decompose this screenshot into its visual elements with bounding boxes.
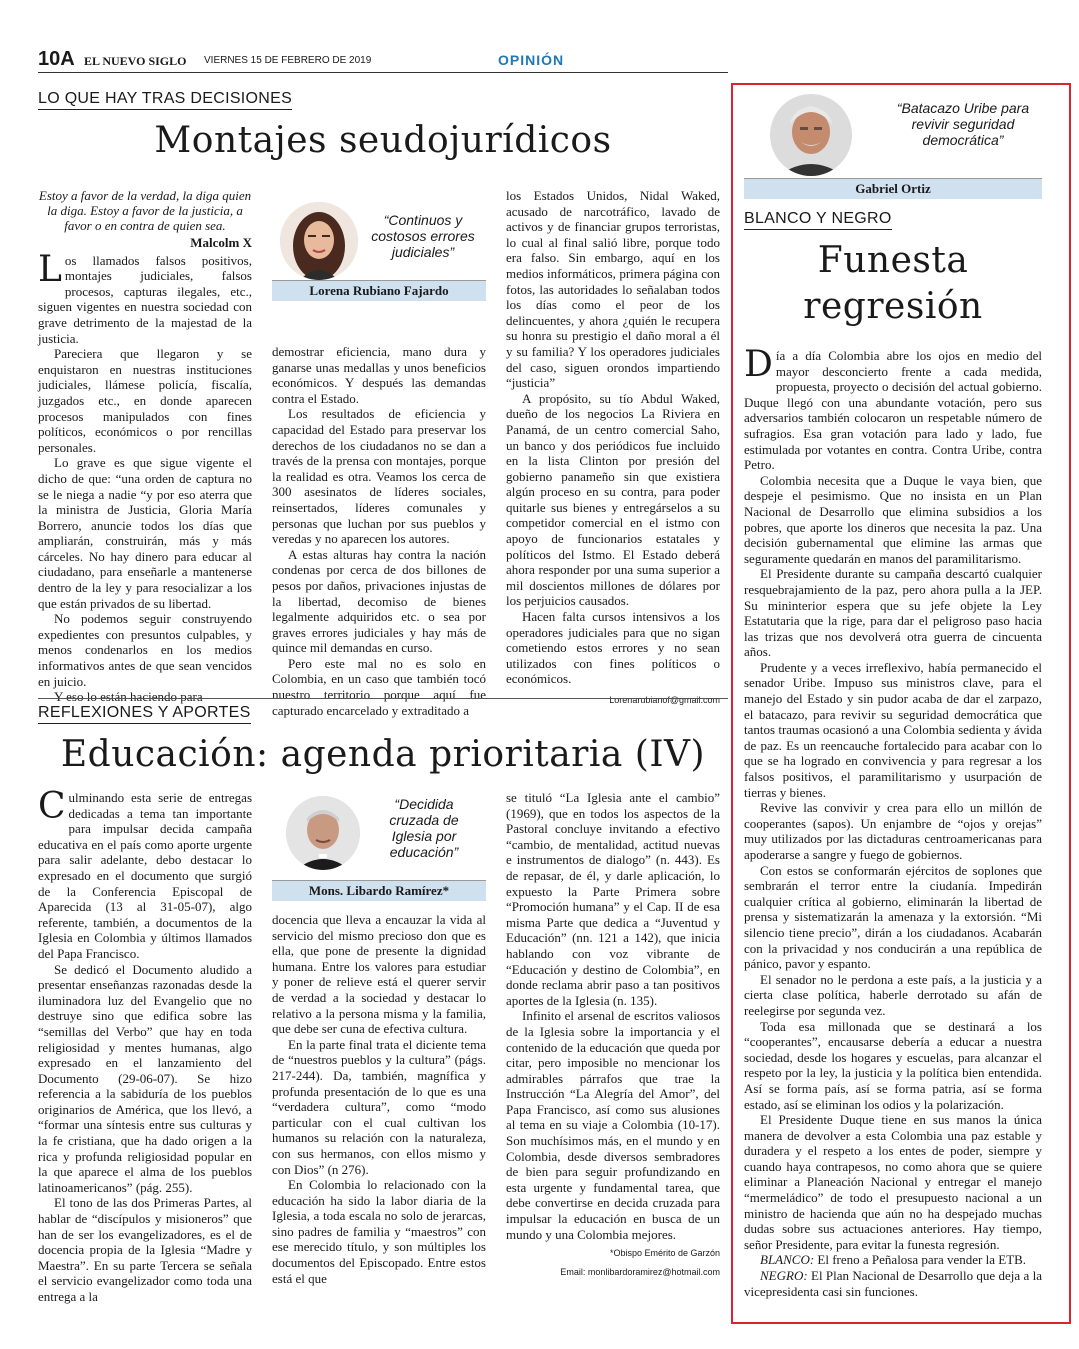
blanco-label: BLANCO:: [760, 1252, 815, 1268]
author-photo-graphic: [770, 94, 852, 176]
paragraph: El tono de las dos Primeras Partes, al hablar de “discípulos y misioneros” que han de ser los evangelizadores, es el de docencia propia de la Iglesia “Madre y Maestra”. En su parte Tercera se señala el servicio evangelizador como toda una entrega a la: [38, 1195, 252, 1304]
paragraph: A propósito, su tío Abdul Waked, dueño de los negocios La Riviera en Panamá, de un centro comercial Saho, un banco y dos periódicos fue incluido en la lista Clinton por presión del gobierno panameño sin que existiera algún proceso en su contra, para poder quitarle sus bienes y entregárselos a su competidor comercial en el istmo con apoyo de funcionarios estatales y políticos del Istmo. El Estado deberá ahora responder por una suma superior a mil doscientos millones de dólares por los perjuicios causados.: [506, 390, 720, 609]
publication-date: VIERNES 15 DE FEBRERO DE 2019: [204, 55, 372, 66]
article2-column-1: [38, 786, 252, 1305]
negro-line: [744, 1268, 1042, 1299]
epigraph-author: Malcolm X: [190, 235, 252, 250]
paragraph: demostrar eficiencia, mano dura y ganarse unas medallas y unos beneficios económicos. Y después las demandas contra el Estado.: [272, 344, 486, 406]
author-email: Lorenarubianof@gmail.com: [609, 695, 720, 705]
author-photo: [286, 796, 360, 870]
paragraph: El Presidente durante su campaña descartó cualquier resquebrajamiento de la paz, pero ahora pulla a la JEP. Su mininterior espera que su jefe objete la Ley Estatutaria que la rige, para dar el peligroso paso hacia las trizas que nos devolverá otra guerra de cincuenta años.: [744, 566, 1042, 660]
article3-title-line-1: Funesta: [817, 240, 969, 281]
paragraph: Lo grave es que sigue vigente el dicho de que: “una orden de captura no se le niega a nadie “y por eso aterra que la ministra de Justicia, Gloria María Borrero, anuncie todos los días que ampliarán, construirán, más y más cárceles. No hay dinero para educar al ciudadano, para enseñarle a mantenerse dentro de la ley y para resocializar a los que están privados de su libertad.: [38, 455, 252, 611]
section-divider: [38, 698, 728, 699]
paragraph: El Presidente Duque tiene en sus manos la única manera de devolver a esta Colombia una paz estable y duradera y el respeto a los entes de poder, siempre y cuando haya contrapesos, no como ahora que se quiere eliminar a Planeación Nacional y entregar el manejo “mermeládico” de todo el presupuesto nacional a un ministro de hacienda que aún no ha despejado muchas dudas sobre sus actuaciones anteriores. Hay tiempo, señor Presidente, para evitar la funesta regresión.: [744, 1112, 1042, 1252]
paragraph: los Estados Unidos, Nidal Waked, acusado de narcotráfico, lavado de activos y de financiar grupos terroristas, lo cual al final salió libre, porque todo era falso. Sin embargo, aquí en los medios informáticos, primera página con fotos, las autoridades lo señalaban todos los días como el peor de los delincuentes, y ahora ¿quién le recupera su honra su prestigio el daño moral a él y su familia? Y los operadores judiciales del caso, siguen orondos impartiendo “justicia”: [506, 188, 720, 391]
article1-column-1: [38, 188, 252, 705]
author-email: Email: monlibardoramirez@hotmail.com: [560, 1266, 720, 1277]
article2-column-3: [506, 790, 720, 1280]
author-box-libardo: [272, 790, 486, 908]
article3-body: [744, 344, 1042, 1299]
drop-cap: C: [38, 786, 66, 827]
author-name: Lorena Rubiano Fajardo: [272, 280, 486, 301]
author-photo-graphic: [280, 202, 358, 280]
drop-cap: L: [38, 248, 62, 290]
paragraph: Pero este mal no es solo en Colombia, en un caso que también tocó nuestro territorio porque aquí fue capturado encarcelado y extraditado a: [272, 655, 486, 718]
author-quote: “Decidida cruzada de Iglesia por educación”: [389, 796, 459, 860]
paragraph: Los llamados falsos positivos, montajes judiciales, falsos procesos, capturas ilegales, etc., siguen vigentes en nuestra sociedad con grave detrimento de la majestad de la justicia.: [38, 248, 252, 346]
paragraph: Colombia necesita que a Duque le vaya bien, que despeje el pesimismo. Que no insista en un Plan Nacional de Desarrollo que elimina subsidios a los pobres, que aporte los dineros que necesita la paz. Una decisión gubernamental que elimine las armas que seguramente quedarán en manos del paramilitarismo.: [744, 472, 1042, 566]
author-photo-graphic: [286, 796, 360, 870]
paragraph: Pareciera que llegaron y se enquistaron en nuestras instituciones judiciales, llámese policía, fiscalía, juzgados etc., en donde aparecen procesos manipulados con fines políticos, económicos o por rencillas personales.: [38, 346, 252, 455]
paragraph: Con estos se conformarán ejércitos de soplones que sembrarán el terror entre la ciudanía. Impedirán cualquier crítica al gobierno, eliminarán la libertad de prensa y sistematizarán la amenaza y la extorsión. “Mi silencio tiene precio”, dirán a los ciudadanos. Acabarán con la privacidad y nos conducirán a una república de pánico, pavor y espanto.: [744, 862, 1042, 972]
author-name: Mons. Libardo Ramírez*: [272, 880, 486, 901]
paragraph: Prudente y a veces irreflexivo, había permanecido el senador Uribe. Impuso sus ministros clave, para el manejo del Estado y sin pudor acaba de dar el zarpazo, el batacazo, para revivir su seguridad democrática que tantos traumas ocasionó a una Colombia sedienta y ávida de paz. Es un reencauche fortalecido para acabar con lo que se ha logrado en convivencia y para regresar a los falsos positivos, el paramilitarismo y usurpación de tierras y bienes.: [744, 659, 1042, 800]
paragraph: Hacen falta cursos intensivos a los operadores judiciales para que no sigan cometiendo estos errores y no sean utilizados con fines políticos o económicos.: [506, 609, 720, 687]
article1-column-3: [506, 188, 720, 709]
negro-text: El Plan Nacional de Desarrollo que deja a la vicepresidenta casi sin funciones.: [744, 1268, 1042, 1299]
article1-kicker: LO QUE HAY TRAS DECISIONES: [38, 90, 292, 110]
author-box-gabriel: [744, 92, 1042, 200]
author-photo: [770, 94, 852, 176]
paragraph: Y eso lo están haciendo para: [54, 689, 203, 705]
header-rule: [38, 72, 728, 73]
paragraph: Infinito el arsenal de escritos valiosos de la Iglesia sobre la importancia y el contenido de la educación que queda por citar, pero imposible no mencionar los admirables párrafos que trae la Instrucción “La Alegría del Amor”, del Papa Francisco, así como sus alusiones al tema en su viaje a Colombia (10-17). Son muchísimos más, en el mundo y en Colombia, desde diversos sembradores de bien para seguir profundizando en esta urgente y fundamental tarea, que debe convertirse en decida cruzada para impulsar la educación en busca de un mundo y una Colombia mejores.: [506, 1008, 720, 1242]
page-header: [38, 48, 728, 72]
paragraph: El senador no le perdona a este país, a la justicia y a cierta clase política, haberle derrotado su afán de reelegirse por segunda vez.: [744, 971, 1042, 1018]
paragraph: Culminando esta serie de entregas dedicadas a tema tan importante para impulsar decida campaña educativa en el país como aporte urgente para salir adelante, debo destacar lo expresado en el documento que surgió de la Conferencia Episcopal de Aparecida (13 al 31-05-07), algo referente, también, a documentos de la Iglesia en Colombia y últimos llamados del Papa Francisco.: [38, 786, 252, 961]
article1-title: Montajes seudojurídicos: [154, 120, 612, 161]
paragraph: En Colombia lo relacionado con la educación ha sido la labor diaria de la Iglesia, a toda escala no solo de jerarcas, sino padres de familia y “maestros” con ese merecido título, y son múltiples los documentos del Episcopado. Entre estos está el que: [272, 1177, 486, 1286]
newspaper-name: EL NUEVO SIGLO: [84, 54, 187, 68]
paragraph: En la parte final trata el diciente tema de “nuestros pueblos y la cultura” (págs. 217-244). Da, también, magnífica y profunda presentación de lo que es una “verdadera cultura”, como “modo particular con el cual cultivan los humanos su relación con la naturaleza, con sus hermanos, con ellos mismo y con Dios” (n 276).: [272, 1036, 486, 1177]
epigraph: Estoy a favor de la verdad, la diga quien la diga. Estoy a favor de la justicia, a favor o en contra de quien sea.: [38, 188, 252, 233]
paragraph: No podemos seguir construyendo expedientes con presuntos culpables, y menos condenarlos en los medios informativos antes de que sean vencidos en juicio.: [38, 611, 252, 689]
drop-cap: D: [744, 344, 773, 385]
author-quote: “Continuos y costosos errores judiciales”: [371, 212, 475, 260]
author-quote: “Batacazo Uribe para revivir seguridad democrática”: [896, 100, 1030, 148]
article3-title-line-2: regresión: [803, 286, 983, 327]
paragraph: Se dedicó el Documento aludido a presentar enseñanzas razonadas desde la iluminadora luz del Evangelio que no destruye sino que edifica sobre las “semillas del Verbo” que hay en toda religiosidad y mentes humanas, algo expresado en el lanzamiento del Documento (29-06-07). Se hizo referencia a la sabiduría de los pueblos originarios de América, que los llevó, a “formar una síntesis entre sus culturas y la fe cristiana, que ha dado origen a la rica y profunda religiosidad popular en la que aparece el alma de los pueblos latinoamericanos” (pág. 255).: [38, 961, 252, 1195]
author-signature: *Obispo Emérito de Garzón: [609, 1248, 720, 1259]
paragraph: Día a día Colombia abre los ojos en medio del mayor desconcierto frente a cada medida, propuesta, proyecto o decisión del actual gobierno. Duque llegó con una abundante votación, pero sus adversarios también colocaron un respetable número de sufragios. Esa gran votación para lado y lado, fue estimulada por votantes en contra. Contra Uribe, contra Petro.: [744, 344, 1042, 473]
paragraph: docencia que lleva a encauzar la vida al servicio del mismo precioso don que es ella, que pone de presente la dignidad humana. Entre los valores para estudiar y poner de relieve está el querer servir de verdad a la sociedad y destacar lo relativo a la persona misma y la familia, que debe ser cuna de efectiva cultura.: [272, 912, 486, 1037]
negro-label: NEGRO:: [760, 1268, 808, 1284]
author-name: Gabriel Ortiz: [744, 178, 1042, 199]
section-name: OPINIÓN: [498, 52, 565, 68]
author-photo: [280, 202, 358, 280]
paragraph: Toda esa millonada que se destinará a los “cooperantes”, encausarse debería a educar a nuestra sociedad, desde los hogares y escuelas, para alcanzar el respeto por la ley, la justicia y la política bien entendida. Así se forma país, así se forma patria, así se forma estado, así se eliminan los odios y la polarización.: [744, 1018, 1042, 1112]
paragraph: Los resultados de eficiencia y capacidad del Estado para preservar los derechos de los ciudadanos no se dan a través de la prensa con montajes, porque la realidad es otra. Veamos los cerca de 300 asesinatos de líderes sociales, reinsertados, líderes comunales y personas que luchan por sus pueblos y veredas y no aparecen los autores.: [272, 406, 486, 547]
blanco-text: El freno a Peñalosa para vender la ETB.: [814, 1252, 1027, 1268]
article2-kicker: REFLEXIONES Y APORTES: [38, 704, 251, 724]
paragraph: A estas alturas hay contra la nación condenas por cerca de dos billones de pesos por daños, privaciones injustas de la libertad, decomiso de bienes legalmente adquiridos etc. o sea por graves errores judiciales y hay más de quince mil demandas en curso.: [272, 546, 486, 656]
article2-column-2: [272, 912, 486, 1286]
article2-title: Educación: agenda prioritaria (IV): [60, 734, 706, 775]
article3-kicker: BLANCO Y NEGRO: [744, 210, 892, 230]
page-number: 10A: [38, 48, 75, 70]
article1-column-2: [272, 344, 486, 718]
paragraph: se tituló “La Iglesia ante el cambio” (1969), que en todos los aspectos de la Pastoral concluye invitando a efectivo “cambio, de mentalidad, actitud nuevas e instrumentos de dialogo” (n. 443). Es de repasar, de él, y darle aplicación, lo expuesto la Parte Primera sobre “Promoción humana” y el Cap. II de esa misma Parte que dedica a “Juventud y Educación” (nn. 121 a 142), que inicia hablando con voz vibrante de “Educación y destino de Colombia”, en donde reclama abrir paso a tan positivos aportes de la Iglesia (n. 135).: [506, 790, 720, 1008]
paragraph: Revive las convivir y crea para ello un millón de cooperantes (sapos). Un enjambre de “ojos y orejas” muy utilizados por las dictaduras centroamericanas para apoderarse a sangre y fuego de gobiernos.: [744, 800, 1042, 862]
blanco-line: [744, 1252, 1042, 1268]
author-box-lorena: [272, 188, 486, 340]
